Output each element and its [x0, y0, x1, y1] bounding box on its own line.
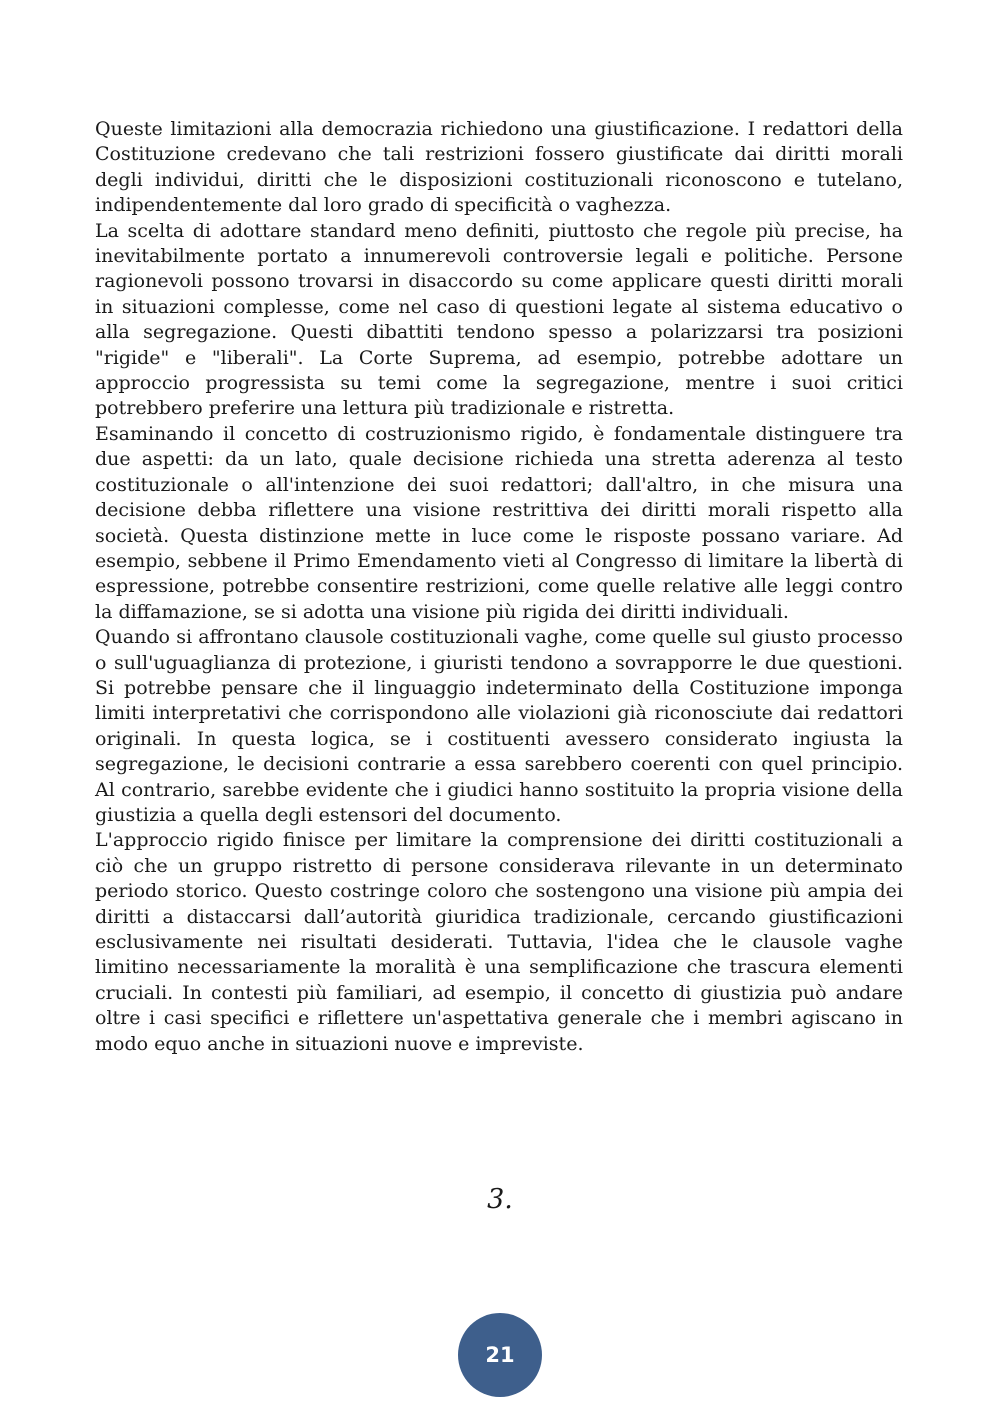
paragraph-4: Quando si affrontano clausole costituzionali vaghe, come quelle sul giusto processo o sull'uguaglianza di protezione, i giuristi tendono a sovrapporre le due questioni. Si potrebbe pensare che il linguaggio indeterminato della Costituzione imponga limiti interpretativi che corrispondono alle violazioni già riconosciute dai redattori originali. In questa logica, se i costituenti avessero considerato ingiusta la segregazione, le decisioni contrarie a essa sarebbero coerenti con quel principio. Al contrario, sarebbe evidente che i giudici hanno sostituito la propria visione della giustizia a quella degli estensori del documento.: [95, 626, 903, 826]
paragraph-3: Esaminando il concetto di costruzionismo rigido, è fondamentale distinguere tra due aspetti: da un lato, quale decisione richieda una stretta aderenza al testo costituzionale o all'intenzione dei suoi redattori; dall'altro, in che misura una decisione debba riflettere una visione restrittiva dei diritti morali rispetto alla società. Questa distinzione mette in luce come le risposte possano variare. Ad esempio, sebbene il Primo Emendamento vieti al Congresso di limitare la libertà di espressione, potrebbe consentire restrizioni, come quelle relative alle leggi contro la diffamazione, se si adotta una visione più rigida dei diritti individuali.: [95, 422, 903, 623]
paragraph-2: La scelta di adottare standard meno definiti, piuttosto che regole più precise, ha inevitabilmente portato a innumerevoli controversie legali e politiche. Persone ragionevoli possono trovarsi in disaccordo su come applicare questi diritti morali in situazioni complesse, come nel caso di questioni legate al sistema educativo o alla segregazione. Questi dibattiti tendono spesso a polarizzarsi tra posizioni "rigide" e "liberali". La Corte Suprema, ad esempio, potrebbe adottare un approccio progressista su temi come la segregazione, mentre i suoi critici potrebbero preferire una lettura più tradizionale e ristretta.: [95, 219, 903, 420]
page-number: 21: [485, 1343, 515, 1367]
paragraph-1: Queste limitazioni alla democrazia richiedono una giustificazione. I redattori della Costituzione credevano che tali restrizioni fossero giustificate dai diritti morali degli individui, diritti che le disposizioni costituzionali riconoscono e tutelano, indipendentemente dal loro grado di specificità o vaghezza.: [95, 118, 903, 217]
body-text: [95, 117, 903, 1057]
paragraph-5: L'approccio rigido finisce per limitare la comprensione dei diritti costituzionali a ciò che un gruppo ristretto di persone considerava rilevante in un determinato periodo storico. Questo costringe coloro che sostengono una visione più ampia dei diritti a distaccarsi dall’autorità giuridica tradizionale, cercando giustificazioni esclusivamente nei risultati desiderati. Tuttavia, l'idea che le clausole vaghe limitino necessariamente la moralità è una semplificazione che trascura elementi cruciali. In contesti più familiari, ad esempio, il concetto di giustizia può andare oltre i casi specifici e riflettere un'aspettativa generale che i membri agiscano in modo equo anche in situazioni nuove e impreviste.: [95, 829, 903, 1055]
page-number-badge: [458, 1313, 542, 1397]
section-number: 3.: [487, 1184, 513, 1215]
